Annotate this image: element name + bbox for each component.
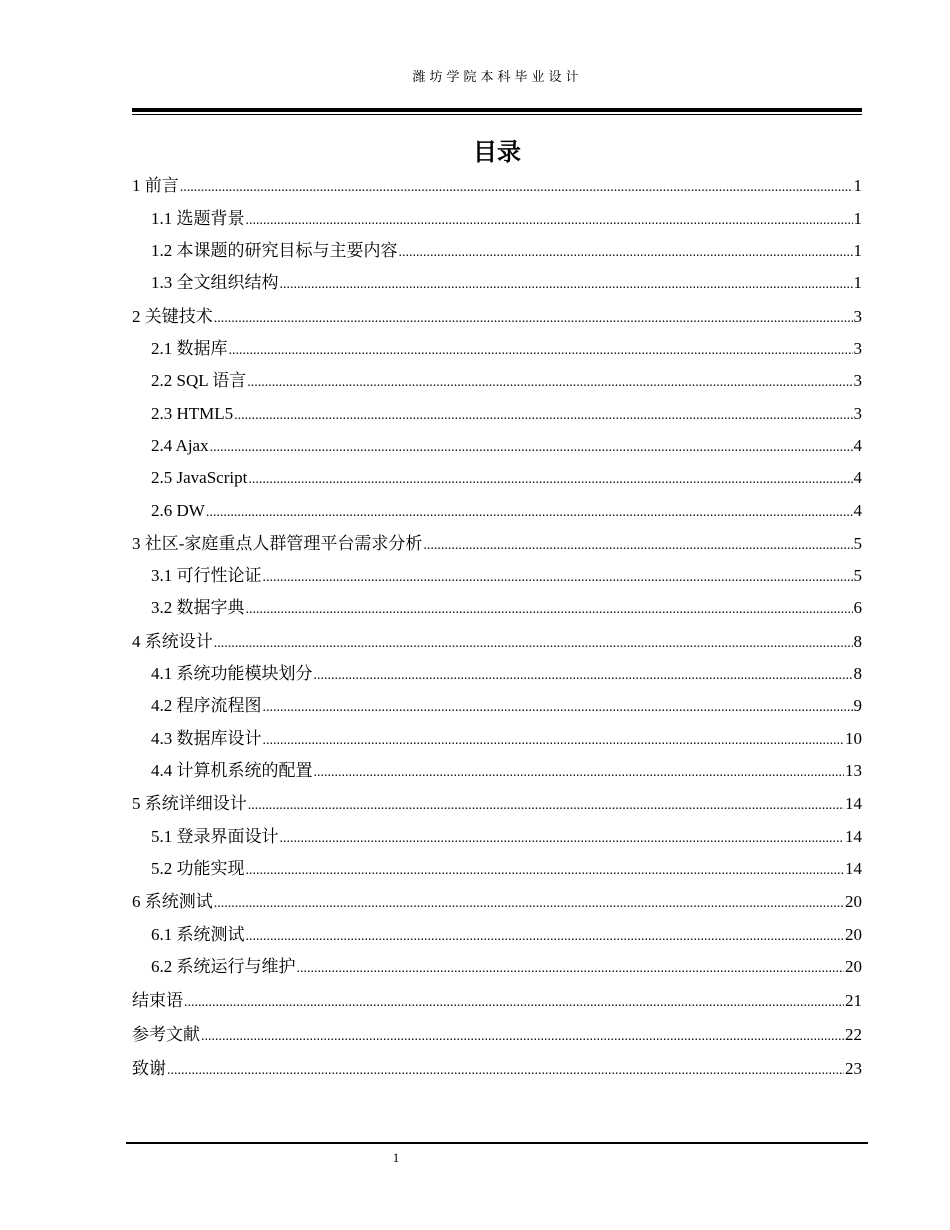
toc-entry-page: 10 bbox=[845, 729, 862, 748]
toc-entry[interactable] bbox=[151, 564, 862, 588]
toc-entry[interactable] bbox=[151, 466, 862, 490]
toc-dot-leader bbox=[214, 890, 844, 916]
toc-entry-label: 4.4 计算机系统的配置 bbox=[151, 761, 313, 780]
footer-page-number: 1 bbox=[392, 1150, 400, 1165]
toc-dot-leader bbox=[206, 499, 853, 525]
toc-entry[interactable] bbox=[151, 239, 862, 263]
toc-entry-page: 13 bbox=[845, 761, 862, 780]
toc-entry[interactable] bbox=[151, 369, 862, 393]
toc-dot-leader bbox=[246, 857, 845, 883]
toc-entry-label: 2.5 JavaScript bbox=[151, 468, 248, 487]
toc-entry-label: 2 关键技术 bbox=[132, 307, 213, 326]
toc-entry-label: 致谢 bbox=[132, 1059, 166, 1078]
toc-dot-leader bbox=[248, 466, 852, 492]
toc-entry[interactable] bbox=[151, 955, 862, 979]
toc-dot-leader bbox=[201, 1023, 844, 1049]
toc-entry-label: 2.3 HTML5 bbox=[151, 404, 234, 423]
toc-entry-page: 9 bbox=[853, 696, 862, 715]
toc-entry-label: 2.6 DW bbox=[151, 501, 205, 520]
header-rule-thin bbox=[132, 114, 862, 115]
toc-entry-page: 3 bbox=[853, 404, 862, 423]
toc-entry-label: 5.2 功能实现 bbox=[151, 859, 245, 878]
toc-dot-leader bbox=[229, 337, 853, 363]
toc-entry[interactable] bbox=[132, 532, 862, 556]
toc-dot-leader bbox=[248, 792, 844, 818]
toc-entry-page: 8 bbox=[853, 632, 862, 651]
toc-entry-page: 20 bbox=[845, 892, 862, 911]
toc-entry-page: 20 bbox=[845, 925, 862, 944]
toc-entry-label: 1 前言 bbox=[132, 176, 179, 195]
toc-dot-leader bbox=[210, 434, 853, 460]
toc-entry[interactable] bbox=[132, 890, 862, 914]
toc-dot-leader bbox=[247, 369, 852, 395]
toc-entry-label: 3.1 可行性论证 bbox=[151, 566, 262, 585]
toc-entry-page: 3 bbox=[853, 371, 862, 390]
toc-entry-page: 3 bbox=[853, 339, 862, 358]
toc-entry-page: 20 bbox=[845, 957, 862, 976]
toc-dot-leader bbox=[423, 532, 852, 558]
toc-entry-page: 22 bbox=[845, 1025, 862, 1044]
toc-entry[interactable] bbox=[132, 792, 862, 816]
toc-dot-leader bbox=[399, 239, 853, 265]
toc-dot-leader bbox=[246, 207, 853, 233]
toc-dot-leader bbox=[280, 271, 853, 297]
toc-entry[interactable] bbox=[132, 1023, 862, 1047]
toc-entry[interactable] bbox=[151, 207, 862, 231]
toc-entry-page: 1 bbox=[853, 241, 862, 260]
toc-dot-leader bbox=[263, 694, 853, 720]
toc-entry-page: 14 bbox=[845, 827, 862, 846]
toc-entry[interactable] bbox=[132, 989, 862, 1013]
toc-entry-page: 14 bbox=[845, 859, 862, 878]
toc-entry-page: 14 bbox=[845, 794, 862, 813]
toc-entry-page: 3 bbox=[853, 307, 862, 326]
toc-dot-leader bbox=[180, 174, 853, 200]
toc-entry-label: 1.3 全文组织结构 bbox=[151, 273, 279, 292]
toc-entry[interactable] bbox=[151, 271, 862, 295]
toc-entry-page: 5 bbox=[853, 566, 862, 585]
toc-entry[interactable] bbox=[151, 759, 862, 783]
toc-entry-label: 3.2 数据字典 bbox=[151, 598, 245, 617]
toc-entry-label: 2.4 Ajax bbox=[151, 436, 209, 455]
toc-entry-label: 4.3 数据库设计 bbox=[151, 729, 262, 748]
toc-dot-leader bbox=[184, 989, 844, 1015]
toc-entry[interactable] bbox=[151, 402, 862, 426]
toc-entry[interactable] bbox=[132, 1057, 862, 1081]
toc-entry-label: 1.1 选题背景 bbox=[151, 209, 245, 228]
toc-entry[interactable] bbox=[151, 923, 862, 947]
toc-entry[interactable] bbox=[132, 174, 862, 198]
toc-entry-label: 6.2 系统运行与维护 bbox=[151, 957, 296, 976]
toc-entry-page: 4 bbox=[853, 436, 862, 455]
toc-dot-leader bbox=[297, 955, 845, 981]
toc-entry-page: 4 bbox=[853, 501, 862, 520]
toc-dot-leader bbox=[167, 1057, 844, 1083]
toc-dot-leader bbox=[263, 727, 845, 753]
toc-entry-label: 4 系统设计 bbox=[132, 632, 213, 651]
toc-dot-leader bbox=[314, 759, 845, 785]
toc-dot-leader bbox=[234, 402, 852, 428]
toc-dot-leader bbox=[263, 564, 853, 590]
toc-entry-page: 8 bbox=[853, 664, 862, 683]
toc-dot-leader bbox=[246, 923, 845, 949]
toc-entry-page: 1 bbox=[853, 273, 862, 292]
toc-entry-label: 结束语 bbox=[132, 991, 183, 1010]
toc-dot-leader bbox=[214, 630, 853, 656]
toc-entry[interactable] bbox=[132, 630, 862, 654]
toc-entry-page: 21 bbox=[845, 991, 862, 1010]
toc-entry-label: 2.2 SQL 语言 bbox=[151, 371, 247, 390]
toc-entry-label: 1.2 本课题的研究目标与主要内容 bbox=[151, 241, 398, 260]
toc-entry-page: 4 bbox=[853, 468, 862, 487]
toc-dot-leader bbox=[246, 596, 853, 622]
toc-entry[interactable] bbox=[151, 499, 862, 523]
toc-title: 目录 bbox=[473, 138, 521, 166]
toc-dot-leader bbox=[314, 662, 853, 688]
toc-entry[interactable] bbox=[151, 434, 862, 458]
footer-rule bbox=[126, 1142, 868, 1144]
toc-entry[interactable] bbox=[151, 662, 862, 686]
toc-entry[interactable] bbox=[151, 337, 862, 361]
toc-entry[interactable] bbox=[151, 857, 862, 881]
toc-entry-label: 5.1 登录界面设计 bbox=[151, 827, 279, 846]
toc-entry-label: 3 社区-家庭重点人群管理平台需求分析 bbox=[132, 534, 423, 553]
toc-entry-page: 6 bbox=[853, 598, 862, 617]
toc-entry-label: 5 系统详细设计 bbox=[132, 794, 247, 813]
toc-entry-label: 6 系统测试 bbox=[132, 892, 213, 911]
running-header: 潍坊学院本科毕业设计 bbox=[412, 69, 583, 84]
toc-entry-page: 23 bbox=[845, 1059, 862, 1078]
toc-entry-page: 1 bbox=[853, 209, 862, 228]
toc-entry[interactable] bbox=[151, 694, 862, 718]
toc-entry[interactable] bbox=[151, 596, 862, 620]
toc-entry-page: 5 bbox=[853, 534, 862, 553]
toc-entry-label: 2.1 数据库 bbox=[151, 339, 228, 358]
toc-entry[interactable] bbox=[151, 727, 862, 751]
toc-entry-page: 1 bbox=[853, 176, 862, 195]
toc-entry-label: 4.1 系统功能模块划分 bbox=[151, 664, 313, 683]
toc-entry[interactable] bbox=[151, 825, 862, 849]
toc-dot-leader bbox=[214, 305, 853, 331]
toc-entry-label: 6.1 系统测试 bbox=[151, 925, 245, 944]
toc-entry-label: 参考文献 bbox=[132, 1025, 200, 1044]
toc-entry-label: 4.2 程序流程图 bbox=[151, 696, 262, 715]
header-rule-thick bbox=[132, 108, 862, 112]
toc-entry[interactable] bbox=[132, 305, 862, 329]
toc-dot-leader bbox=[280, 825, 845, 851]
